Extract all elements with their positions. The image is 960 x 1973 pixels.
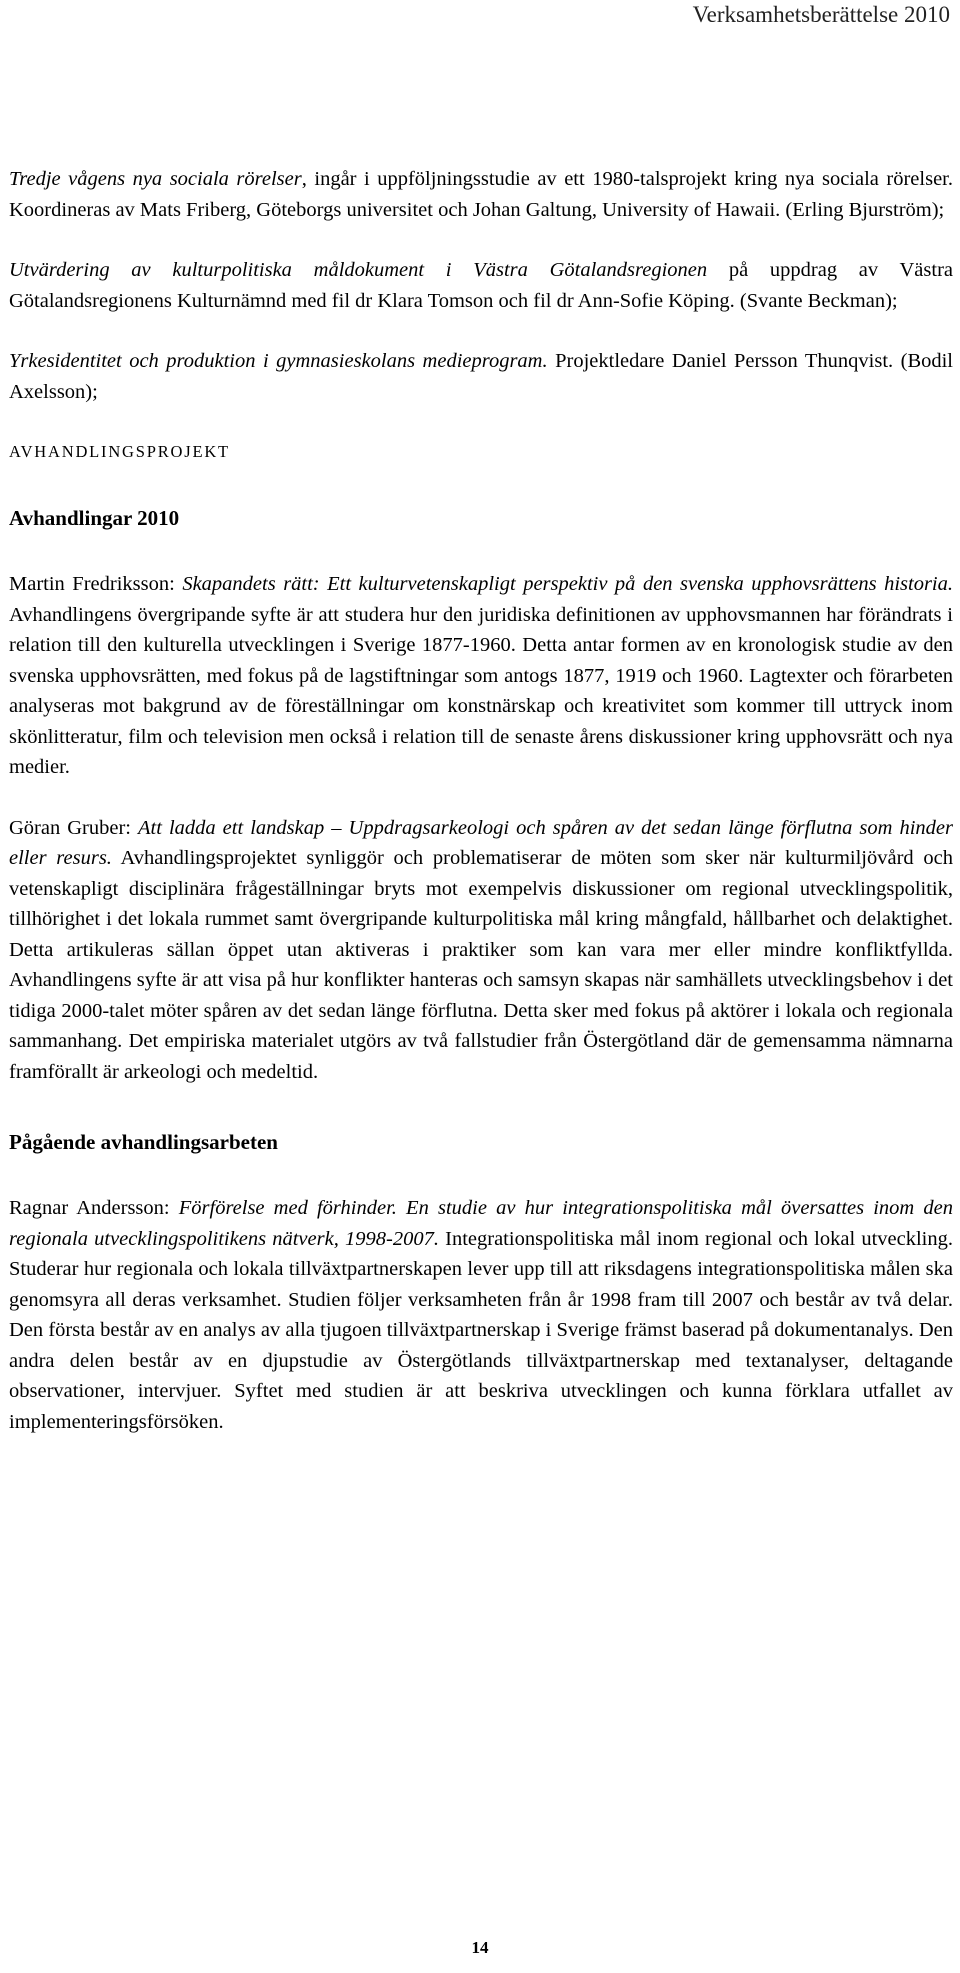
project-paragraph [9, 255, 953, 316]
project-text: Projektledare Daniel Persson Thunqvist. (Bodil Axelsson); [9, 350, 954, 403]
project-text: , ingår i uppföljningsstudie av ett 1980-talsprojekt kring nya sociala rörelser. Koordineras av Mats Friberg, Göteborgs universitet och Johan Galtung, University of Hawaii. (Erling Bjurström); [9, 168, 954, 221]
page-content [9, 164, 953, 1437]
subheading-ongoing-dissertations: Pågående avhandlingsarbeten [9, 1130, 278, 1154]
dissertation-paragraph [9, 813, 953, 1088]
ongoing-dissertation-paragraph [9, 1193, 953, 1437]
project-title: Yrkesidentitet och produktion i gymnasieskolans medieprogram. [9, 350, 548, 372]
project-title: Tredje vågens nya sociala rörelser [9, 168, 302, 190]
dissertation-title: Förförelse med förhinder. En studie av hur integrationspolitiska mål översattes inom den regionala utvecklingspolitikens nätverk, 1998-2007. [9, 1197, 953, 1250]
running-header: Verksamhetsberättelse 2010 [692, 2, 950, 27]
project-paragraph [9, 164, 953, 225]
dissertation-author: Ragnar Andersson: [9, 1197, 179, 1219]
subheading-dissertations-2010: Avhandlingar 2010 [9, 506, 180, 530]
dissertation-title: Skapandets rätt: Ett kulturvetenskapligt perspektiv på den svenska upphovsrättens historia. [182, 573, 953, 595]
dissertation-author: Göran Gruber: [9, 816, 139, 839]
dissertation-text: Integrationspolitiska mål inom regional och lokal utveckling. Studerar hur regionala och lokala tillväxtpartnerskapen lever upp till att riksdagens integrationspolitiska målen ska genomsyra all deras verksamhet. Studien följer verksamheten från år 1998 fram till 2007 och består av två delar. Den första består av en analys av alla tjugoen tillväxtpartnerskap i Sverige främst baserad på dokumentanalys. Den andra delen består av en djupstudie av Östergötlands tillväxtpartnerskap med textanalyser, deltagande observationer, intervjuer. Syftet med studien är att beskriva utvecklingen och kunna förklara utfallet av implementeringsförsöken. [9, 1227, 953, 1433]
page-number: 14 [471, 1938, 489, 1957]
dissertation-text: Avhandlingens övergripande syfte är att studera hur den juridiska definitionen av upphovsmannen har förändrats i relation till den kulturella utvecklingen i Sverige 1877-1960. Detta antar formen av en kronologisk studie av den svenska upphovsrätten, med fokus på de lagstiftningar som antogs 1877, 1919 och 1960. Lagtexter och förarbeten analyseras mot bakgrund av de föreställningar om konstnärskap och kreativitet som kommer till uttryck inom skönlitteratur, film och television men också i relation till de senaste årens diskussioner kring upphovsrätt och nya medier. [9, 603, 953, 778]
section-label: AVHANDLINGSPROJEKT [9, 442, 230, 461]
dissertation-author: Martin Fredriksson: [9, 573, 183, 595]
dissertation-paragraph [9, 569, 953, 783]
project-title: Utvärdering av kulturpolitiska måldokument i Västra Götalandsregionen [9, 259, 708, 281]
dissertation-title: Att ladda ett landskap – Uppdragsarkeologi och spåren av det sedan länge förflutna som hinder eller resurs. [9, 816, 954, 869]
dissertation-text: Avhandlingsprojektet synliggör och problematiserar de möten som sker när kulturmiljövård och vetenskapligt disciplinära frågeställningar bryts mot exempelvis diskussioner om regional utvecklingspolitik, tillhörighet i det lokala rummet samt övergripande kulturpolitiska mål kring mångfald, hållbarhet och delaktighet. Detta artikuleras sällan öppet utan aktiveras i praktiker som kan vara mer eller mindre konfliktfyllda. Avhandlingens syfte är att visa på hur konflikter hanteras och samsyn skapas när samhällets utvecklingsbehov i det tidiga 2000-talet möter spåren av det sedan länge förflutna. Detta sker med fokus på aktörer i lokala och regionala sammanhang. Det empiriska materialet utgörs av två fallstudier från Östergötland där de gemensamma nämnarna framförallt är arkeologi och medeltid. [9, 847, 953, 1083]
project-paragraph [9, 346, 953, 407]
project-text: på uppdrag av Västra Götalandsregionens Kulturnämnd med fil dr Klara Tomson och fil dr Ann-Sofie Köping. (Svante Beckman); [9, 259, 953, 312]
